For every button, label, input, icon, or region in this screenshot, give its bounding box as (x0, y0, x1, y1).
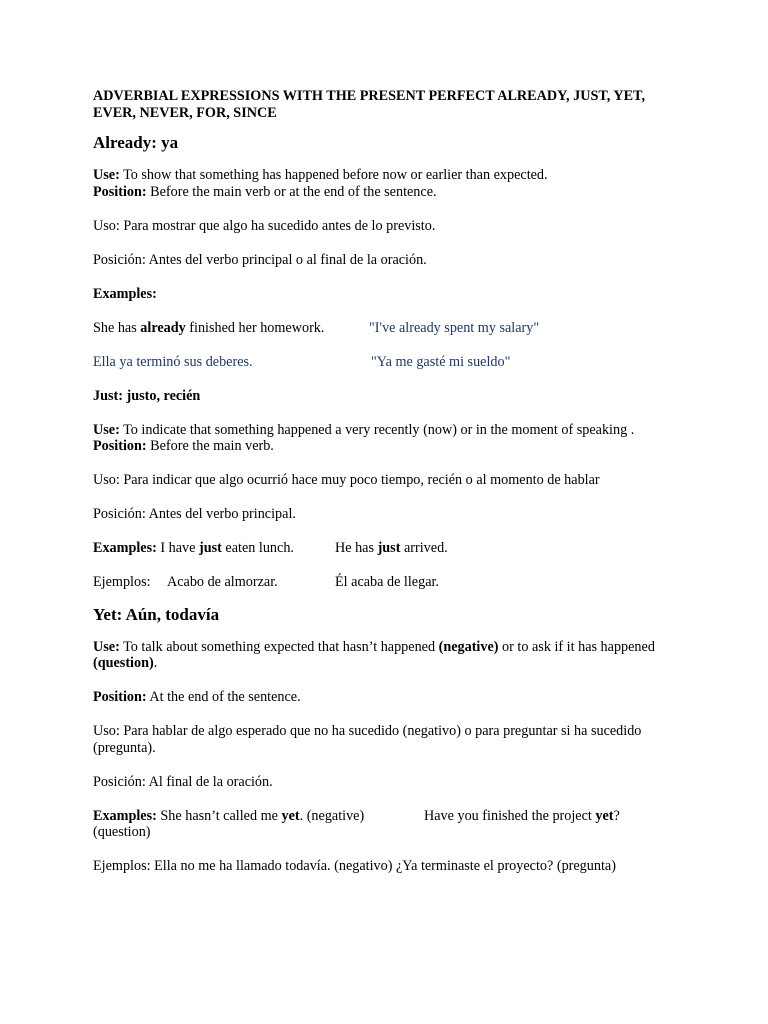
yet-example-row (93, 808, 673, 825)
yet-position (93, 689, 673, 706)
example-text: Have you finished the project (424, 807, 596, 824)
already-examples-label (93, 286, 673, 303)
use-text: or to ask if it has happened (498, 638, 655, 655)
use-text: . (153, 655, 158, 671)
yet-example-tail: (question) (93, 824, 151, 840)
example-text: She has (93, 319, 141, 336)
just-example-row (93, 540, 673, 557)
just-spanish-row (93, 574, 673, 591)
example-text: He has (335, 540, 378, 556)
example-second (335, 540, 448, 557)
example-text: I have (156, 540, 199, 556)
examples-label: Examples: (93, 540, 157, 556)
examples-label: Examples: (93, 807, 157, 824)
yet-uso: Uso: Para hablar de algo esperado que no ha sucedido (negativo) o para preguntar si ha sucedido (pregunta). (93, 723, 642, 756)
example-sentence (93, 320, 324, 336)
already-position (93, 184, 673, 201)
document-body (93, 88, 673, 875)
spanish-example: Ella ya terminó sus deberes. (93, 353, 253, 370)
position-label: Position: (93, 183, 147, 200)
example-quote: "I've already spent my salary" (369, 319, 540, 336)
example-keyword: yet (595, 807, 614, 824)
document-title: ADVERBIAL EXPRESSIONS WITH THE PRESENT PERFECT ALREADY, JUST, YET, EVER, NEVER, FOR, SINCE (93, 88, 646, 121)
use-label: Use: (93, 638, 120, 655)
example-second (424, 808, 620, 825)
use-label: Use: (93, 421, 120, 438)
yet-use (93, 639, 673, 672)
already-uso: Uso: Para mostrar que algo ha sucedido antes de lo previsto. (93, 217, 436, 234)
use-label: Use: (93, 167, 120, 183)
example-keyword: already (140, 319, 186, 336)
section-heading-just (93, 388, 673, 405)
position-text: Before the main verb or at the end of the sentence. (146, 183, 437, 200)
already-use (93, 167, 673, 184)
example-text: ? (613, 807, 620, 824)
position-label: Position: (93, 438, 147, 454)
example-text: She hasn’t called me (156, 807, 282, 824)
position-label: Position: (93, 689, 147, 705)
section-heading-already: Already: ya (93, 133, 179, 152)
just-heading: Just: justo, recién (93, 387, 201, 404)
already-posicion: Posición: Antes del verbo principal o al final de la oración. (93, 251, 427, 268)
example-keyword: just (377, 540, 401, 556)
example-text: arrived. (400, 540, 448, 556)
position-text: Before the main verb. (146, 438, 274, 454)
example-text: . (negative) (299, 807, 365, 824)
just-use (93, 422, 673, 439)
example-keyword: just (199, 540, 222, 556)
use-text: To show that something has happened before now or earlier than expected. (119, 167, 548, 183)
spanish-example-2: Él acaba de llegar. (335, 574, 439, 590)
use-text: To talk about something expected that hasn’t happened (119, 638, 439, 655)
example-text: finished her homework. (185, 319, 325, 336)
position-text: At the end of the sentence. (146, 689, 301, 705)
just-posicion: Posición: Antes del verbo principal. (93, 506, 296, 522)
use-text: To indicate that something happened a very recently (now) or in the moment of speaking . (119, 421, 635, 438)
yet-posicion: Posición: Al final de la oración. (93, 773, 273, 790)
spanish-quote: "Ya me gasté mi sueldo" (371, 353, 511, 370)
ejemplos-label: Ejemplos: (93, 574, 151, 590)
question-label: (question) (93, 655, 154, 671)
already-example-row (93, 320, 673, 337)
just-uso: Uso: Para indicar que algo ocurrió hace muy poco tiempo, recién o al momento de hablar (93, 472, 600, 488)
already-spanish-row (93, 354, 673, 371)
section-heading-yet: Yet: Aún, todavía (93, 604, 220, 624)
examples-label: Examples: (93, 285, 157, 302)
spanish-example: Acabo de almorzar. (167, 574, 278, 590)
example-text: eaten lunch. (221, 540, 294, 556)
negative-label: (negative) (438, 638, 499, 655)
just-position (93, 438, 673, 455)
example-keyword: yet (281, 807, 300, 824)
yet-spanish-row: Ejemplos: Ella no me ha llamado todavía. (negativo) ¿Ya terminaste el proyecto? (pregunta) (93, 858, 616, 874)
